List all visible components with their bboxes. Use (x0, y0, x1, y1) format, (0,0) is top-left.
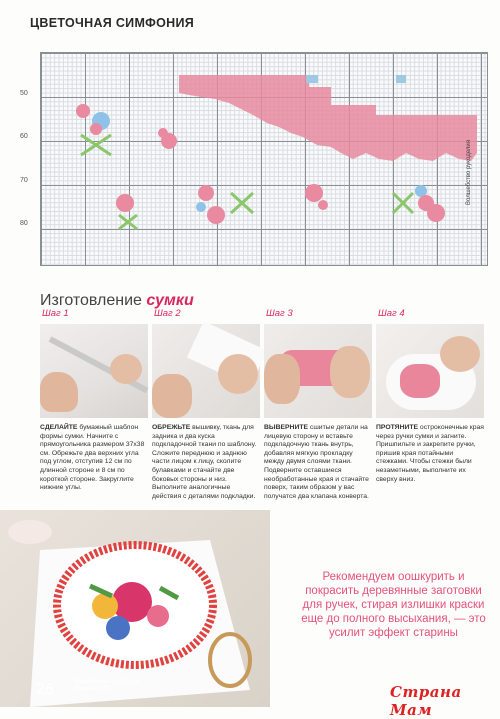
page-title: ЦВЕТОЧНАЯ СИМФОНИЯ (30, 16, 195, 30)
pattern-rose (76, 104, 90, 118)
bag-illustration (0, 510, 270, 707)
cross-stitch-chart (40, 52, 488, 266)
embroidered-flower (92, 593, 118, 619)
step-text (376, 424, 484, 484)
step-label: Шаг 1 (42, 308, 69, 319)
step-description: сшитые детали на лицевую сторону и вставьте подкладочную ткань внутрь, добавляя мягкую прокладку между двумя слоями ткани. Подверните оставшиеся необработанные края и стачайте поверх, таким образом у вас получатся два клапана конверта. (264, 424, 369, 500)
embroidered-flower (106, 616, 130, 640)
section-title-accent: сумки (146, 292, 194, 309)
teacup (8, 520, 52, 544)
pattern-rose (305, 184, 323, 202)
pattern-flap (179, 75, 477, 161)
step-2 (152, 308, 260, 501)
pattern-leaves (231, 193, 253, 213)
pattern-blue-mark (396, 75, 406, 83)
pattern-rose (90, 123, 102, 135)
hand (40, 372, 78, 412)
hand (110, 354, 142, 384)
tip-text: Рекомендуем оошкурить и покрасить деревянные заготовки для ручек, стирая излишки краски еще до полного высыхания, — это усилит эффект старины (301, 571, 486, 639)
watermark: Страна Мам (390, 683, 462, 719)
pattern-leaves (81, 135, 111, 155)
finished-bag-photo (0, 510, 270, 707)
embroidered-flower (147, 605, 169, 627)
step-description: бумажный шаблон формы сумки. Начните с прямоугольника размером 37х38 см. Обрежьте два верхних угла под углом, отступив 12 см по длинной стороне и 8 см по короткой стороне. Закруглите нижние углы. (40, 424, 145, 492)
step-text (264, 424, 372, 501)
pattern-leaves (119, 215, 137, 229)
page-number: 26 (36, 681, 54, 698)
step-label: Шаг 2 (154, 308, 181, 319)
step-1 (40, 308, 148, 493)
hand (330, 346, 370, 398)
pattern-rose (427, 204, 445, 222)
magazine-title: Волшебство рукоделия (74, 679, 141, 685)
pattern-rose (158, 128, 168, 138)
row-number: 70 (20, 177, 28, 184)
step-verb: ВЫВЕРНИТЕ (264, 424, 309, 431)
step-text (152, 424, 260, 501)
hand (218, 354, 258, 394)
step-verb: СДЕЛАЙТЕ (40, 424, 78, 431)
magazine-issue: Февраль 2013 (74, 686, 114, 692)
magazine-name (74, 679, 141, 693)
row-number: 60 (20, 133, 28, 140)
step-1-photo (40, 324, 148, 418)
pattern-blue-mark (306, 75, 318, 83)
step-2-photo (152, 324, 260, 418)
step-description: остроконечные края через ручки сумки и загните. Пришпильте и закрепите ручки, пришив края потайными стежками. Чтобы стежки были незаметными, выполните их сверху вниз. (376, 424, 484, 483)
step-4 (376, 308, 484, 484)
step-3 (264, 308, 372, 501)
step-text (40, 424, 148, 493)
step-description: вышивку, ткань для задника и два куска подкладочной ткани по шаблону. Сложите переднюю и заднюю части лицом к лицу, сколите булавками и стачайте две боковых стороны и низ. Выполните аналогичные действия с деталями подкладки. (152, 424, 257, 500)
row-number: 50 (20, 90, 28, 97)
pattern-rose (196, 202, 206, 212)
chart-pattern (41, 53, 489, 267)
row-number: 80 (20, 220, 28, 227)
chart-signature: Волшебство рукоделия (466, 140, 472, 205)
step-verb: ПРОТЯНИТЕ (376, 424, 419, 431)
section-title-prefix: Изготовление (40, 292, 147, 309)
step-label: Шаг 3 (266, 308, 293, 319)
pattern-rose (318, 200, 328, 210)
hand (264, 354, 300, 404)
pattern-leaves (393, 193, 413, 213)
pattern-rose (207, 206, 225, 224)
step-label: Шаг 4 (378, 308, 405, 319)
hand (440, 336, 480, 372)
step-4-photo (376, 324, 484, 418)
step-verb: ОБРЕЖЬТЕ (152, 424, 191, 431)
pattern-rose (116, 194, 134, 212)
hand (152, 374, 192, 418)
pink-fabric (400, 364, 440, 398)
step-3-photo (264, 324, 372, 418)
pattern-rose (198, 185, 214, 201)
